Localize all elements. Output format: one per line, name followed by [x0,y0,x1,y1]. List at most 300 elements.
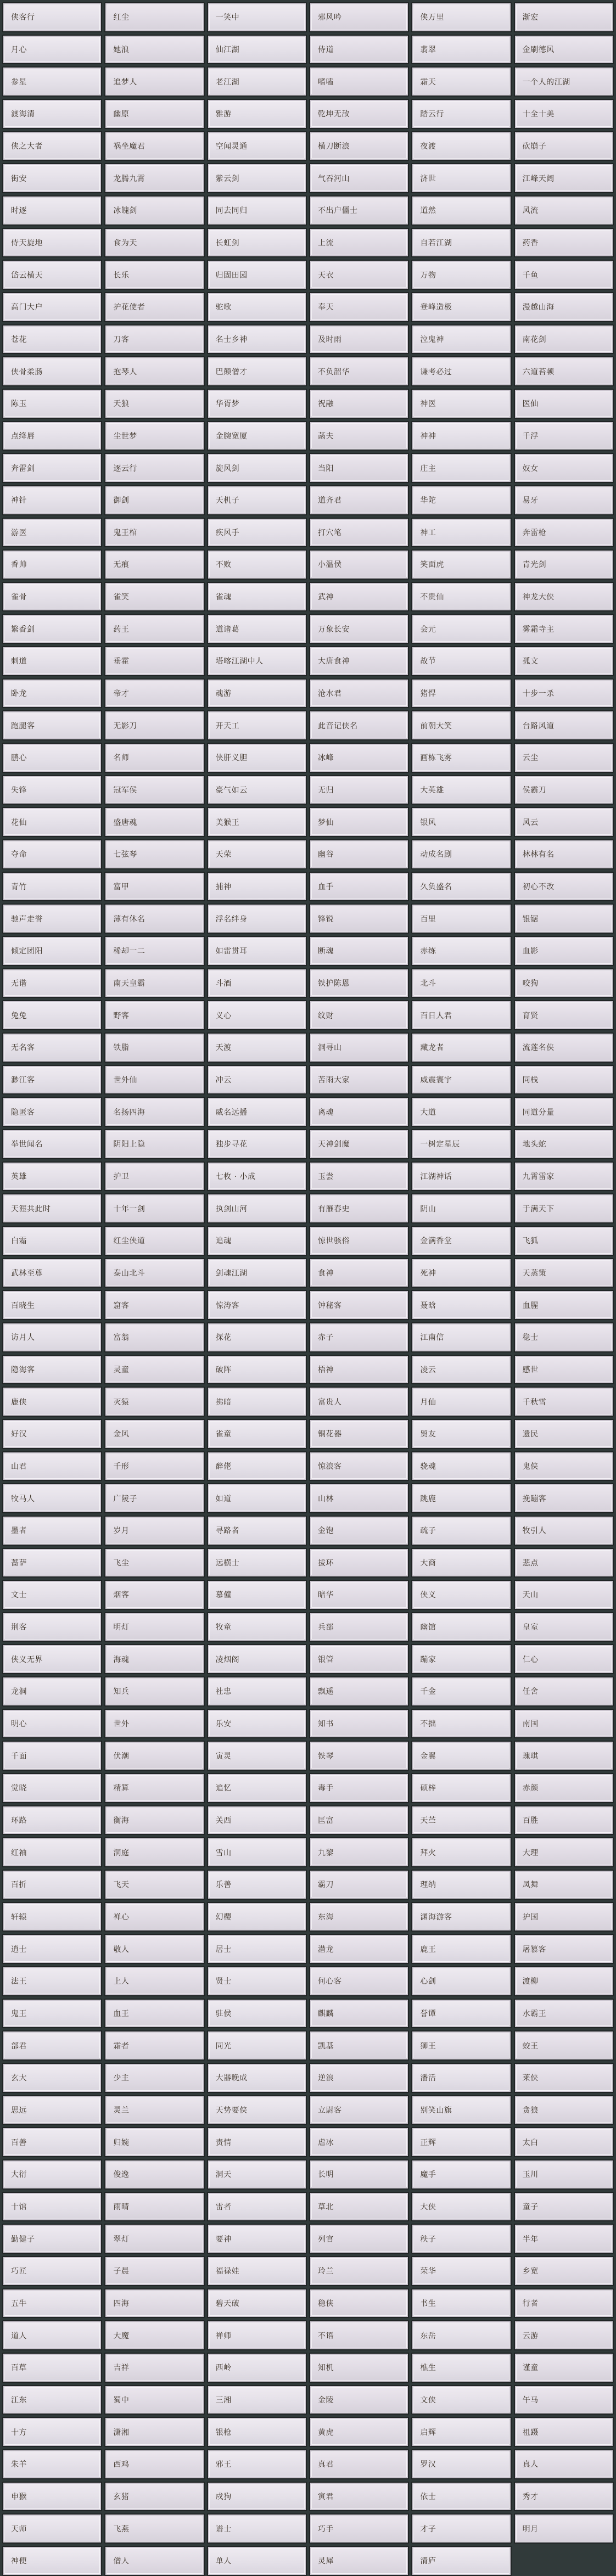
title-tile[interactable] [411,2030,511,2061]
title-tile[interactable] [514,2095,614,2125]
title-tile[interactable] [411,1032,511,1063]
title-tile[interactable] [2,1709,102,1739]
title-tile[interactable] [309,292,409,322]
title-tile[interactable] [309,1676,409,1707]
title-tile[interactable] [2,2256,102,2286]
title-tile[interactable] [411,1226,511,1256]
title-tile[interactable] [2,775,102,805]
title-tile[interactable] [411,228,511,258]
title-tile[interactable] [2,1580,102,1610]
title-tile[interactable] [2,1999,102,2029]
title-tile[interactable] [411,1934,511,1964]
title-tile[interactable] [104,228,204,258]
title-tile[interactable] [514,1580,614,1610]
title-tile[interactable] [207,260,307,290]
title-tile[interactable] [411,2095,511,2125]
title-tile[interactable] [309,807,409,837]
title-tile[interactable] [309,1419,409,1449]
title-tile[interactable] [514,324,614,355]
title-tile[interactable] [309,2159,409,2190]
title-tile[interactable] [514,2192,614,2222]
title-tile[interactable] [104,2192,204,2222]
title-tile[interactable] [2,872,102,902]
title-tile[interactable] [104,614,204,644]
title-tile[interactable] [411,743,511,773]
title-tile[interactable] [207,1516,307,1546]
title-tile[interactable] [104,1580,204,1610]
title-tile[interactable] [2,2320,102,2350]
title-tile[interactable] [309,1902,409,1932]
title-tile[interactable] [514,2224,614,2254]
title-tile[interactable] [514,2127,614,2157]
title-tile[interactable] [309,66,409,97]
title-tile[interactable] [2,518,102,548]
title-tile[interactable] [2,839,102,869]
title-tile[interactable] [2,614,102,644]
title-tile[interactable] [2,356,102,386]
title-tile[interactable] [207,839,307,869]
title-tile[interactable] [309,324,409,355]
title-tile[interactable] [207,2320,307,2350]
title-tile[interactable] [309,1837,409,1867]
title-tile[interactable] [514,1837,614,1867]
title-tile[interactable] [411,324,511,355]
title-tile[interactable] [411,2482,511,2512]
title-tile[interactable] [104,1032,204,1063]
title-tile[interactable] [309,1644,409,1674]
title-tile[interactable] [411,453,511,483]
title-tile[interactable] [207,1226,307,1256]
title-tile[interactable] [309,1709,409,1739]
title-tile[interactable] [411,1676,511,1707]
title-tile[interactable] [309,1870,409,1900]
title-tile[interactable] [2,1129,102,1159]
title-tile[interactable] [411,2353,511,2383]
title-tile[interactable] [207,66,307,97]
title-tile[interactable] [411,1419,511,1449]
title-tile[interactable] [2,324,102,355]
title-tile[interactable] [104,2030,204,2061]
title-tile[interactable] [309,1999,409,2029]
title-tile[interactable] [207,2353,307,2383]
title-tile[interactable] [514,1805,614,1836]
title-tile[interactable] [104,1966,204,1996]
title-tile[interactable] [104,1451,204,1481]
title-tile[interactable] [207,1161,307,1192]
title-tile[interactable] [309,1065,409,1095]
title-tile[interactable] [207,453,307,483]
title-tile[interactable] [309,1773,409,1803]
title-tile[interactable] [411,582,511,612]
title-tile[interactable] [514,453,614,483]
title-tile[interactable] [309,1161,409,1192]
title-tile[interactable] [104,1097,204,1127]
title-tile[interactable] [2,903,102,934]
title-tile[interactable] [207,1773,307,1803]
title-tile[interactable] [309,2,409,32]
title-tile[interactable] [309,839,409,869]
title-tile[interactable] [104,2224,204,2254]
title-tile[interactable] [104,1258,204,1288]
title-tile[interactable] [309,1226,409,1256]
title-tile[interactable] [104,99,204,129]
title-tile[interactable] [514,1516,614,1546]
title-tile[interactable] [104,2417,204,2447]
title-tile[interactable] [2,2127,102,2157]
title-tile[interactable] [2,453,102,483]
title-tile[interactable] [2,1966,102,1996]
title-tile[interactable] [104,421,204,451]
title-tile[interactable] [514,260,614,290]
title-tile[interactable] [2,1451,102,1481]
title-tile[interactable] [309,421,409,451]
title-tile[interactable] [514,228,614,258]
title-tile[interactable] [411,2256,511,2286]
title-tile[interactable] [104,195,204,226]
title-tile[interactable] [2,2449,102,2479]
title-tile[interactable] [207,2159,307,2190]
title-tile[interactable] [411,1966,511,1996]
title-tile[interactable] [514,99,614,129]
title-tile[interactable] [514,2159,614,2190]
title-tile[interactable] [514,1451,614,1481]
title-tile[interactable] [309,1193,409,1224]
title-tile[interactable] [411,131,511,161]
title-tile[interactable] [514,1226,614,1256]
title-tile[interactable] [207,356,307,386]
title-tile[interactable] [104,66,204,97]
title-tile[interactable] [104,1065,204,1095]
title-tile[interactable] [411,1999,511,2029]
title-tile[interactable] [207,1612,307,1642]
title-tile[interactable] [207,485,307,515]
title-tile[interactable] [309,2417,409,2447]
title-tile[interactable] [2,1226,102,1256]
title-tile[interactable] [207,968,307,998]
title-tile[interactable] [207,582,307,612]
title-tile[interactable] [207,936,307,966]
title-tile[interactable] [207,1258,307,1288]
title-tile[interactable] [411,1258,511,1288]
title-tile[interactable] [2,2095,102,2125]
title-tile[interactable] [207,1290,307,1320]
title-tile[interactable] [2,646,102,676]
title-tile[interactable] [207,2449,307,2479]
title-tile[interactable] [2,1161,102,1192]
title-tile[interactable] [104,2385,204,2415]
title-tile[interactable] [309,1805,409,1836]
title-tile[interactable] [207,2127,307,2157]
title-tile[interactable] [2,1032,102,1063]
title-tile[interactable] [309,1097,409,1127]
title-tile[interactable] [207,2546,307,2576]
title-tile[interactable] [104,1355,204,1385]
title-tile[interactable] [411,195,511,226]
title-tile[interactable] [2,2288,102,2319]
title-tile[interactable] [411,1000,511,1030]
title-tile[interactable] [104,1773,204,1803]
title-tile[interactable] [411,2127,511,2157]
title-tile[interactable] [104,903,204,934]
title-tile[interactable] [2,1419,102,1449]
title-tile[interactable] [411,2513,511,2544]
title-tile[interactable] [207,1065,307,1095]
title-tile[interactable] [309,1580,409,1610]
title-tile[interactable] [104,1870,204,1900]
title-tile[interactable] [2,2482,102,2512]
title-tile[interactable] [207,1548,307,1578]
title-tile[interactable] [514,1387,614,1417]
title-tile[interactable] [514,1548,614,1578]
title-tile[interactable] [207,2030,307,2061]
title-tile[interactable] [104,1419,204,1449]
title-tile[interactable] [411,2546,511,2576]
title-tile[interactable] [207,1644,307,1674]
title-tile[interactable] [104,324,204,355]
title-tile[interactable] [2,2353,102,2383]
title-tile[interactable] [309,35,409,65]
title-tile[interactable] [207,1902,307,1932]
title-tile[interactable] [2,1322,102,1352]
title-tile[interactable] [514,743,614,773]
title-tile[interactable] [2,1837,102,1867]
title-tile[interactable] [514,1129,614,1159]
title-tile[interactable] [514,968,614,998]
title-tile[interactable] [309,1612,409,1642]
title-tile[interactable] [104,453,204,483]
title-tile[interactable] [309,1355,409,1385]
title-tile[interactable] [514,2449,614,2479]
title-tile[interactable] [411,1516,511,1546]
title-tile[interactable] [514,163,614,193]
title-tile[interactable] [207,1322,307,1352]
title-tile[interactable] [2,1483,102,1513]
title-tile[interactable] [514,485,614,515]
title-tile[interactable] [207,131,307,161]
title-tile[interactable] [207,1451,307,1481]
title-tile[interactable] [207,2,307,32]
title-tile[interactable] [514,710,614,740]
title-tile[interactable] [2,66,102,97]
title-tile[interactable] [309,2127,409,2157]
title-tile[interactable] [104,1999,204,2029]
title-tile[interactable] [2,2546,102,2576]
title-tile[interactable] [309,2320,409,2350]
title-tile[interactable] [207,2256,307,2286]
title-tile[interactable] [411,389,511,419]
title-tile[interactable] [411,1773,511,1803]
title-tile[interactable] [2,1065,102,1095]
title-tile[interactable] [104,1805,204,1836]
title-tile[interactable] [309,1483,409,1513]
title-tile[interactable] [104,1516,204,1546]
title-tile[interactable] [207,1000,307,1030]
title-tile[interactable] [2,35,102,65]
title-tile[interactable] [411,678,511,709]
title-tile[interactable] [207,2385,307,2415]
title-tile[interactable] [411,1612,511,1642]
title-tile[interactable] [514,2513,614,2544]
title-tile[interactable] [411,1709,511,1739]
title-tile[interactable] [2,2159,102,2190]
title-tile[interactable] [411,2063,511,2093]
title-tile[interactable] [309,389,409,419]
title-tile[interactable] [309,1548,409,1578]
title-tile[interactable] [514,2256,614,2286]
title-tile[interactable] [309,2256,409,2286]
title-tile[interactable] [411,710,511,740]
title-tile[interactable] [207,2063,307,2093]
title-tile[interactable] [104,1837,204,1867]
title-tile[interactable] [207,324,307,355]
title-tile[interactable] [411,646,511,676]
title-tile[interactable] [411,1644,511,1674]
title-tile[interactable] [514,1934,614,1964]
title-tile[interactable] [2,1741,102,1771]
title-tile[interactable] [207,35,307,65]
title-tile[interactable] [104,1741,204,1771]
title-tile[interactable] [207,1129,307,1159]
title-tile[interactable] [411,775,511,805]
title-tile[interactable] [411,356,511,386]
title-tile[interactable] [514,2030,614,2061]
title-tile[interactable] [207,2513,307,2544]
title-tile[interactable] [207,614,307,644]
title-tile[interactable] [104,678,204,709]
title-tile[interactable] [2,292,102,322]
title-tile[interactable] [104,1387,204,1417]
title-tile[interactable] [309,1258,409,1288]
title-tile[interactable] [411,1322,511,1352]
title-tile[interactable] [514,389,614,419]
title-tile[interactable] [514,549,614,580]
title-tile[interactable] [104,1483,204,1513]
title-tile[interactable] [514,1258,614,1288]
title-tile[interactable] [104,2256,204,2286]
title-tile[interactable] [411,518,511,548]
title-tile[interactable] [514,35,614,65]
title-tile[interactable] [2,2417,102,2447]
title-tile[interactable] [309,936,409,966]
title-tile[interactable] [514,1290,614,1320]
title-tile[interactable] [104,389,204,419]
title-tile[interactable] [514,1161,614,1192]
title-tile[interactable] [207,1805,307,1836]
title-tile[interactable] [411,2417,511,2447]
title-tile[interactable] [411,2192,511,2222]
title-tile[interactable] [2,2063,102,2093]
title-tile[interactable] [207,1934,307,1964]
title-tile[interactable] [309,1290,409,1320]
title-tile[interactable] [514,1065,614,1095]
title-tile[interactable] [514,839,614,869]
title-tile[interactable] [207,646,307,676]
title-tile[interactable] [309,1516,409,1546]
title-tile[interactable] [104,356,204,386]
title-tile[interactable] [309,710,409,740]
title-tile[interactable] [514,1322,614,1352]
title-tile[interactable] [514,1773,614,1803]
title-tile[interactable] [309,1387,409,1417]
title-tile[interactable] [411,2385,511,2415]
title-tile[interactable] [207,710,307,740]
title-tile[interactable] [309,2385,409,2415]
title-tile[interactable] [207,2192,307,2222]
title-tile[interactable] [207,775,307,805]
title-tile[interactable] [514,582,614,612]
title-tile[interactable] [514,903,614,934]
title-tile[interactable] [2,1290,102,1320]
title-tile[interactable] [207,1097,307,1127]
title-tile[interactable] [207,1032,307,1063]
title-tile[interactable] [2,743,102,773]
title-tile[interactable] [2,582,102,612]
title-tile[interactable] [309,646,409,676]
title-tile[interactable] [309,260,409,290]
title-tile[interactable] [104,2513,204,2544]
title-tile[interactable] [104,872,204,902]
title-tile[interactable] [514,2063,614,2093]
title-tile[interactable] [309,1000,409,1030]
title-tile[interactable] [309,1032,409,1063]
title-tile[interactable] [207,228,307,258]
title-tile[interactable] [411,1805,511,1836]
title-tile[interactable] [104,1226,204,1256]
title-tile[interactable] [309,1451,409,1481]
title-tile[interactable] [411,163,511,193]
title-tile[interactable] [514,1902,614,1932]
title-tile[interactable] [104,2127,204,2157]
title-tile[interactable] [309,2224,409,2254]
title-tile[interactable] [2,936,102,966]
title-tile[interactable] [411,1193,511,1224]
title-tile[interactable] [309,228,409,258]
title-tile[interactable] [104,518,204,548]
title-tile[interactable] [2,1193,102,1224]
title-tile[interactable] [411,1548,511,1578]
title-tile[interactable] [514,1483,614,1513]
title-tile[interactable] [104,2449,204,2479]
title-tile[interactable] [2,678,102,709]
title-tile[interactable] [207,1580,307,1610]
title-tile[interactable] [411,549,511,580]
title-tile[interactable] [207,389,307,419]
title-tile[interactable] [207,195,307,226]
title-tile[interactable] [411,2320,511,2350]
title-tile[interactable] [411,1580,511,1610]
title-tile[interactable] [411,2224,511,2254]
title-tile[interactable] [2,1355,102,1385]
title-tile[interactable] [514,807,614,837]
title-tile[interactable] [309,453,409,483]
title-tile[interactable] [104,1902,204,1932]
title-tile[interactable] [309,2095,409,2125]
title-tile[interactable] [514,1741,614,1771]
title-tile[interactable] [207,903,307,934]
title-tile[interactable] [104,2159,204,2190]
title-tile[interactable] [2,99,102,129]
title-tile[interactable] [207,421,307,451]
title-tile[interactable] [514,1966,614,1996]
title-tile[interactable] [104,2482,204,2512]
title-tile[interactable] [411,968,511,998]
title-tile[interactable] [514,2417,614,2447]
title-tile[interactable] [514,1999,614,2029]
title-tile[interactable] [207,1870,307,1900]
title-tile[interactable] [2,1644,102,1674]
title-tile[interactable] [2,549,102,580]
title-tile[interactable] [2,1548,102,1578]
